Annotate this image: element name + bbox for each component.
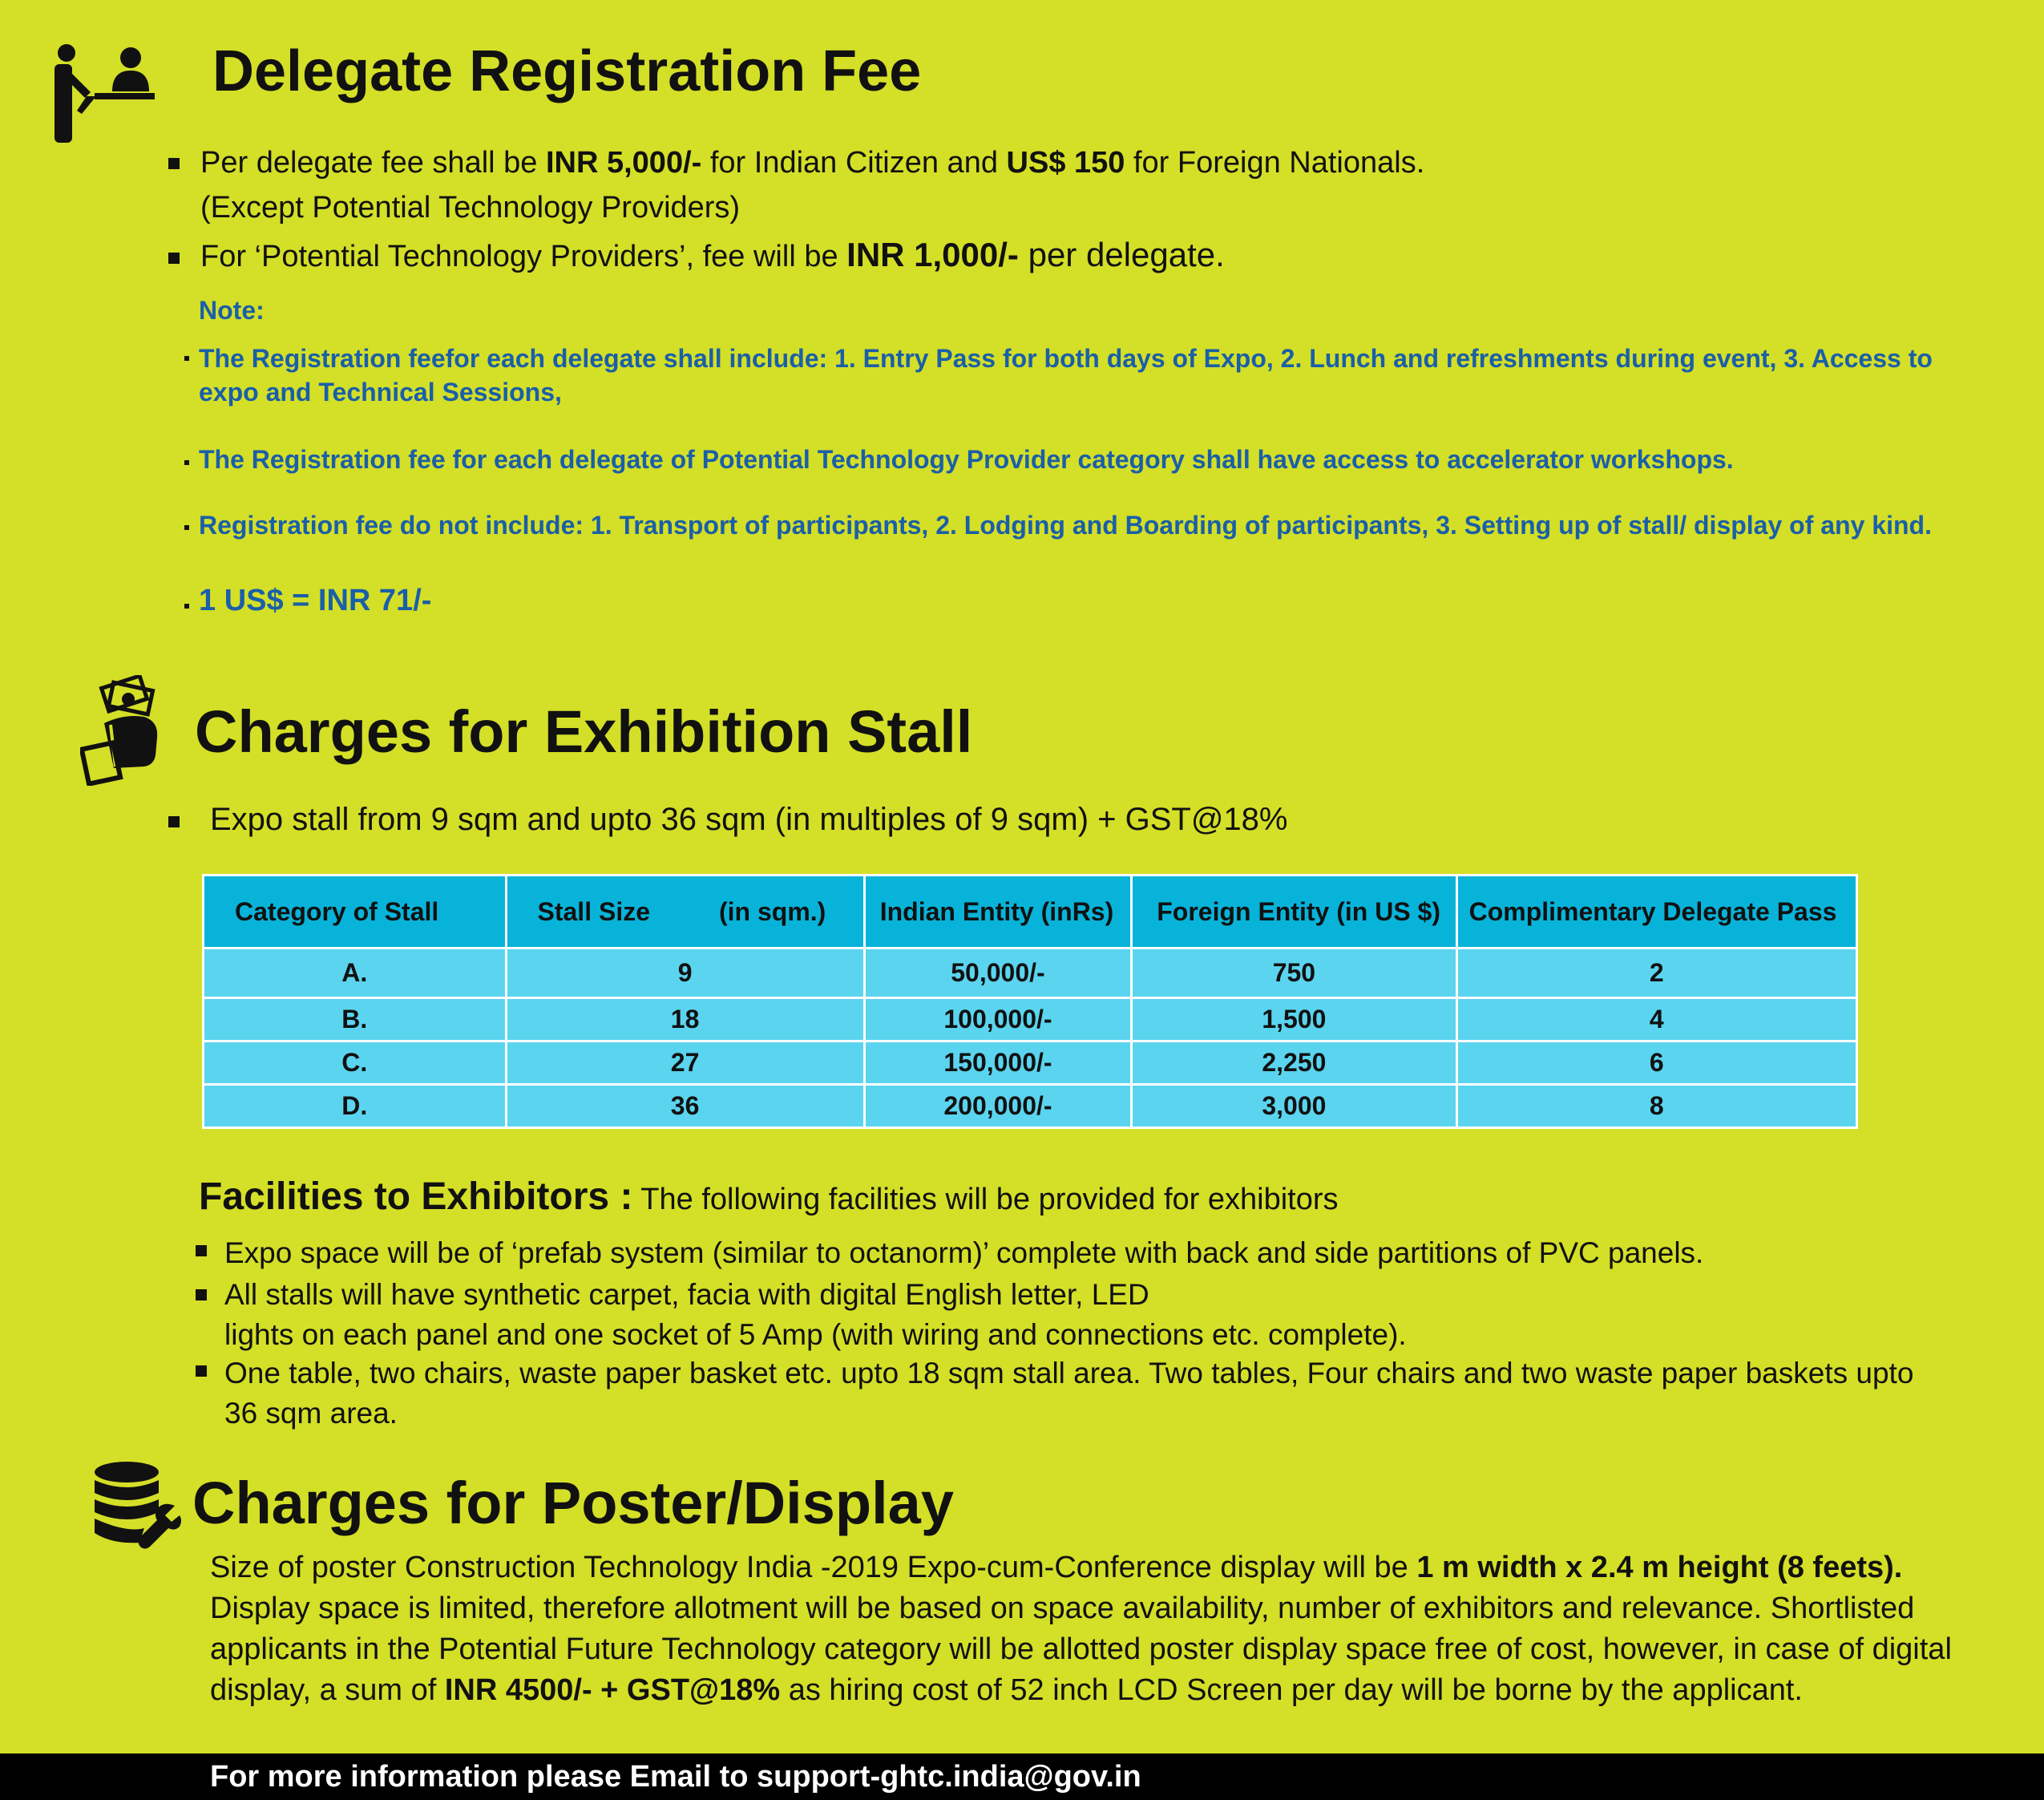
bullet — [196, 1245, 207, 1256]
cell-size: 9 — [506, 949, 864, 998]
cell-pass: 4 — [1456, 998, 1856, 1042]
bullet — [196, 1365, 207, 1377]
note-label: Note: — [199, 296, 265, 325]
contact-footer — [0, 1753, 2044, 1800]
cell-pass: 8 — [1456, 1085, 1856, 1128]
col-indian-entity: Indian Entity (inRs) — [864, 876, 1132, 949]
cell-indian: 50,000/- — [864, 949, 1132, 998]
registration-desk-icon — [46, 40, 159, 152]
delegate-fee-line: Per delegate fee shall be INR 5,000/- for Indian Citizen and US$ 150 for Foreign Nationals. — [200, 146, 1425, 180]
cell-foreign: 750 — [1132, 949, 1456, 998]
facilities-heading: Facilities to Exhibitors : The following facilities will be provided for exhibitors — [199, 1175, 1339, 1218]
table-row — [204, 998, 1857, 1042]
facility-item-carpet: All stalls will have synthetic carpet, facia with digital English letter, LED lights on each panel and one socket of 5 Amp (with wiring and connections etc. complete). — [224, 1278, 1407, 1351]
bullet — [168, 158, 180, 169]
poster-description: Size of poster Construction Technology India -2019 Expo-cum-Conference display will be 1 m width x 2.4 m height (8 feets). Display space is limited, therefore allotment will be based on space availability, number of exhibitors and relevance. Shortlisted applicants in the Potential Future Technology category will be allotted poster display space free of cost, however, in case of digital display, a sum of INR 4500/- + GST@18% as hiring cost of 52 inch LCD Screen per day will be borne by the applicant. — [210, 1551, 1952, 1707]
note-bullet — [184, 356, 189, 361]
poster-title: Charges for Poster/Display — [192, 1470, 954, 1536]
table-row — [204, 949, 1857, 998]
cell-foreign: 1,500 — [1132, 998, 1456, 1042]
col-category: Category of Stall — [204, 876, 507, 949]
delegate-exception-line: (Except Potential Technology Providers) — [200, 191, 741, 224]
cell-size: 27 — [506, 1042, 864, 1085]
cell-size: 36 — [506, 1085, 864, 1128]
database-wrench-icon — [88, 1459, 181, 1552]
cell-category: C. — [204, 1042, 507, 1085]
col-stall-size: Stall Size (in sqm.) — [506, 876, 864, 949]
cell-foreign: 2,250 — [1132, 1042, 1456, 1085]
cell-category: B. — [204, 998, 507, 1042]
facility-item-furniture: One table, two chairs, waste paper basket etc. upto 18 sqm stall area. Two tables, Four chairs and two waste paper baskets upto 36 sqm area. — [224, 1357, 1914, 1430]
contact-email-text: For more information please Email to support-ghtc.india@gov.in — [210, 1760, 1141, 1794]
col-foreign-entity: Foreign Entity (in US $) — [1132, 876, 1456, 949]
table-row — [204, 1042, 1857, 1085]
cell-category: A. — [204, 949, 507, 998]
tech-provider-fee-line: For ‘Potential Technology Providers’, fee will be INR 1,000/- per delegate. — [200, 236, 1225, 273]
cell-indian: 200,000/- — [864, 1085, 1132, 1128]
cell-indian: 150,000/- — [864, 1042, 1132, 1085]
note-item-excludes: Registration fee do not include: 1. Transport of participants, 2. Lodging and Boarding of participants, 3. Setting up of stall/ display of any kind. — [199, 511, 1932, 540]
note-item-workshops: The Registration fee for each delegate of Potential Technology Provider category shall have access to accelerator workshops. — [199, 445, 1734, 474]
stall-charges-table — [202, 874, 1858, 1129]
money-hand-icon — [80, 675, 170, 786]
exchange-rate-note: 1 US$ = INR 71/- — [199, 584, 432, 617]
cell-pass: 6 — [1456, 1042, 1856, 1085]
facility-item-prefab: Expo space will be of ‘prefab system (similar to octanorm)’ complete with back and side partitions of PVC panels. — [224, 1236, 1704, 1269]
cell-size: 18 — [506, 998, 864, 1042]
cell-category: D. — [204, 1085, 507, 1128]
delegate-title: Delegate Registration Fee — [212, 39, 922, 103]
bullet — [168, 253, 180, 264]
note-bullet — [184, 460, 189, 465]
cell-indian: 100,000/- — [864, 998, 1132, 1042]
table-header-row — [204, 876, 1857, 949]
bullet — [196, 1289, 207, 1300]
note-item-includes: The Registration feefor each delegate shall include: 1. Entry Pass for both days of Expo, 2. Lunch and refreshments during event, 3. Access to expo and Technical Sessions, — [199, 344, 1933, 407]
stall-title: Charges for Exhibition Stall — [195, 698, 973, 765]
cell-pass: 2 — [1456, 949, 1856, 998]
cell-foreign: 3,000 — [1132, 1085, 1456, 1128]
note-bullet — [184, 604, 189, 609]
stall-size-line: Expo stall from 9 sqm and upto 36 sqm (in multiples of 9 sqm) + GST@18% — [210, 802, 1288, 837]
bullet — [168, 816, 180, 827]
table-row — [204, 1085, 1857, 1128]
note-bullet — [184, 525, 189, 530]
col-complimentary-pass: Complimentary Delegate Pass — [1456, 876, 1856, 949]
